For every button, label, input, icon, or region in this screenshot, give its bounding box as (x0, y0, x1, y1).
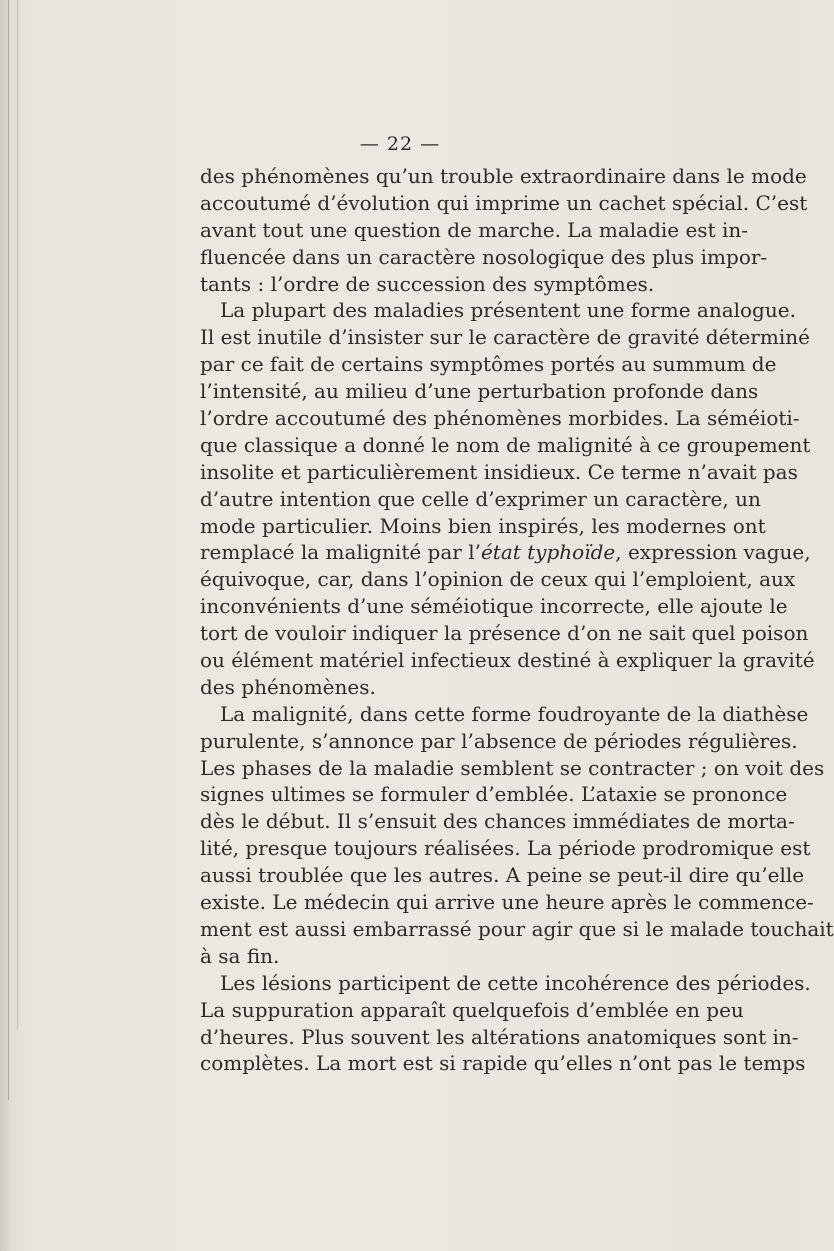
text-line: équivoque, car, dans l’opinion de ceux qui l’emploient, aux (200, 567, 796, 592)
text-line: l’intensité, au milieu d’une perturbation profonde dans (200, 379, 759, 404)
text-line: avant tout une question de marche. La maladie est in- (200, 217, 748, 242)
text-line: Il est inutile d’insister sur le caractère de gravité déterminé (200, 325, 810, 350)
body-text (200, 163, 834, 1076)
text-line: accoutumé d’évolution qui imprime un cachet spécial. C’est (200, 190, 808, 215)
paragraph-first-line: La malignité, dans cette forme foudroyante de la diathèse (220, 701, 809, 726)
binding-edge (0, 0, 28, 1251)
page-number: — 22 — (359, 133, 441, 155)
text-line: à sa fin. (200, 943, 280, 968)
binding-line (8, 0, 9, 1100)
text-line: inconvénients d’une séméiotique incorrecte, elle ajoute le (200, 594, 788, 619)
text-line: dès le début. Il s’ensuit des chances immédiates de morta- (200, 809, 795, 834)
text-line: insolite et particulièrement insidieux. Ce terme n’avait pas (200, 459, 798, 484)
text-line: existe. Le médecin qui arrive une heure après le commence- (200, 890, 814, 915)
text-line: lité, presque toujours réalisées. La période prodromique est (200, 836, 811, 861)
text-line: Les phases de la maladie semblent se contracter ; on voit des (200, 755, 825, 780)
text-line: ou élément matériel infectieux destiné à expliquer la gravité (200, 648, 815, 673)
text-run: , expression vague, (615, 540, 811, 565)
text-line: complètes. La mort est si rapide qu’elles n’ont pas le temps (200, 1051, 806, 1076)
text-line: aussi troublée que les autres. A peine se peut-il dire qu’elle (200, 863, 805, 888)
text-line: d’autre intention que celle d’exprimer un caractère, un (200, 486, 761, 511)
text-line: signes ultimes se formuler d’emblée. L’ataxie se prononce (200, 782, 788, 807)
text-line: mode particulier. Moins bien inspirés, les modernes ont (200, 513, 766, 538)
italic-term: état typhoïde (480, 540, 616, 565)
text-line: fluencée dans un caractère nosologique des plus impor- (200, 244, 768, 269)
text-line: tants : l’ordre de succession des symptômes. (200, 271, 655, 296)
text-line: La suppuration apparaît quelquefois d’emblée en peu (200, 997, 744, 1022)
text-line: purulente, s’annonce par l’absence de périodes régulières. (200, 728, 798, 753)
text-line: des phénomènes qu’un trouble extraordinaire dans le mode (200, 164, 807, 188)
text-line: tort de vouloir indiquer la présence d’on ne sait quel poison (200, 621, 809, 646)
text-line: par ce fait de certains symptômes portés au summum de (200, 352, 777, 377)
text-line: ment est aussi embarrassé pour agir que si le malade touchait (200, 916, 834, 941)
paragraph-first-line: La plupart des maladies présentent une forme analogue. (220, 298, 796, 323)
text-line-with-italic (200, 539, 811, 566)
text-line: que classique a donné le nom de malignité à ce groupement (200, 432, 811, 457)
text-line: d’heures. Plus souvent les altérations anatomiques sont in- (200, 1024, 799, 1049)
text-line: l’ordre accoutumé des phénomènes morbides. La séméioti- (200, 406, 800, 431)
text-line: des phénomènes. (200, 674, 376, 699)
text-run: remplacé la malignité par l’ (200, 540, 481, 565)
paragraph-first-line: Les lésions participent de cette incohérence des périodes. (220, 970, 811, 995)
